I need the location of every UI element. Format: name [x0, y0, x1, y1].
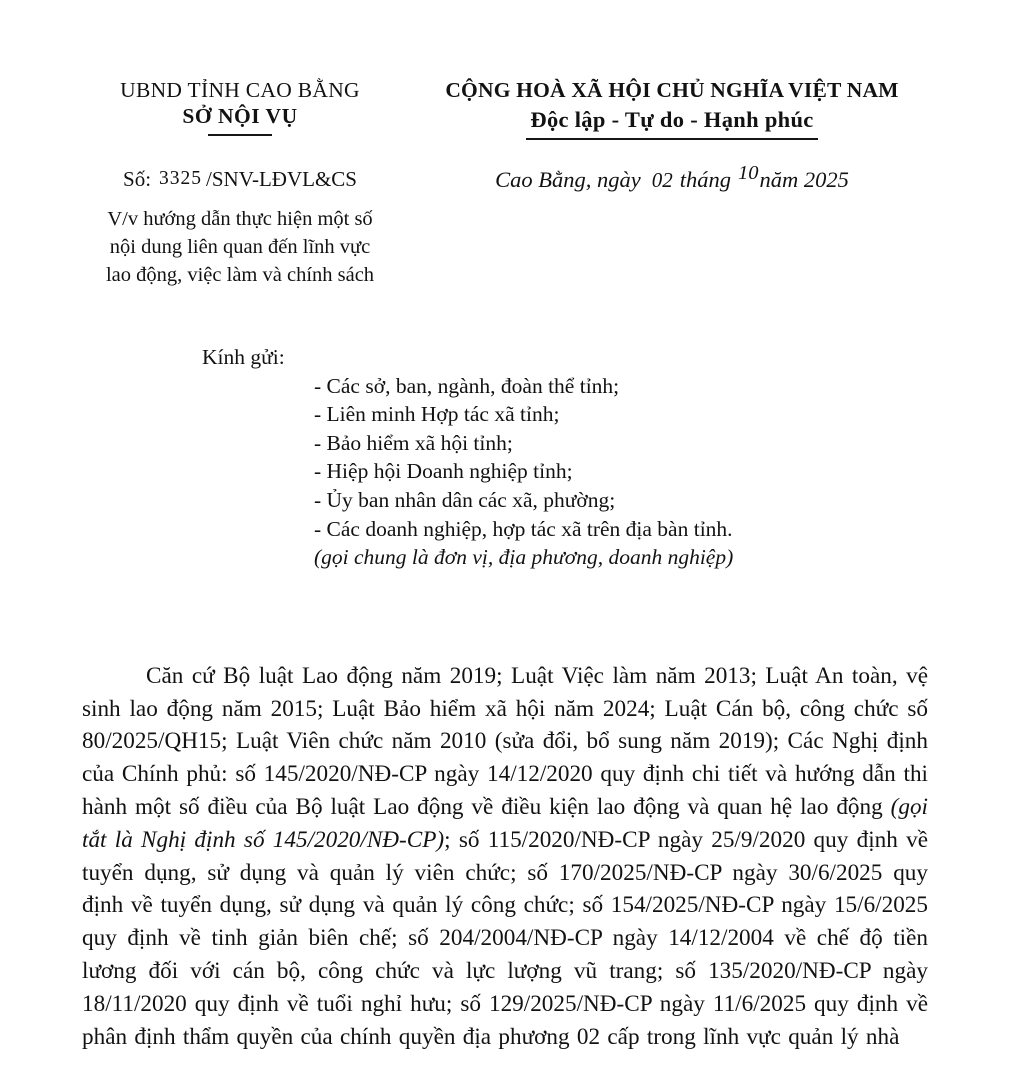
recipients-collective-note: (gọi chung là đơn vị, địa phương, doanh nghiệp) [314, 545, 734, 570]
issuing-department: SỞ NỘI VỤ [182, 104, 298, 128]
issuing-authority-parent: UBND TỈNH CAO BẰNG [120, 78, 360, 102]
recipient-item: - Liên minh Hợp tác xã tỉnh; [314, 402, 560, 427]
date-month-value: 10 [738, 162, 759, 184]
issuer-column [66, 78, 414, 289]
recipient-list [202, 372, 1010, 544]
date-year-suffix: năm 2025 [759, 167, 849, 192]
subject-line: lao động, việc làm và chính sách [105, 264, 375, 286]
subject-line: V/v hướng dẫn thực hiện một số [107, 208, 373, 230]
document-body [0, 660, 1010, 1054]
recipient-item: - Các doanh nghiệp, hợp tác xã trên địa bàn tỉnh. [314, 516, 733, 541]
national-motto: Độc lập - Tự do - Hạnh phúc [530, 107, 814, 132]
legal-basis-paragraph [82, 660, 928, 1054]
body-text-segment: Căn cứ Bộ luật Lao động năm 2019; Luật Việc làm năm 2013; Luật An toàn, vệ sinh lao động năm 2015; Luật Bảo hiểm xã hội năm 2024; Luật Cán bộ, công chức số 80/2025/QH15; Luật Viên chức năm 2010 (sửa đổi, bổ sung năm 2019); Các Nghị định của Chính phủ: số 145/2020/NĐ-CP ngày 14/12/2020 quy định chi tiết và hướng dẫn thi hành một số điều của Bộ luật Lao động về điều kiện lao động và quan hệ lao động [82, 662, 928, 820]
recipients-block [0, 343, 1010, 572]
body-text-segment: (gọi tắt là Nghị định số 145/2020/NĐ-CP) [82, 793, 928, 853]
doc-number-value: 3325 [159, 168, 203, 189]
date-day-value: 02 [651, 168, 673, 192]
document-subject [66, 205, 414, 289]
recipient-item: - Ủy ban nhân dân các xã, phường; [314, 487, 616, 512]
subject-line: nội dung liên quan đến lĩnh vực [109, 236, 371, 258]
document-number-line [66, 166, 414, 194]
recipient-item: - Các sở, ban, ngành, đoàn thể tỉnh; [314, 373, 620, 398]
date-thang-word: tháng [679, 167, 731, 192]
place-date-prefix: Cao Bằng, ngày [495, 167, 641, 192]
motto-underline [526, 138, 818, 140]
department-underline [208, 134, 272, 136]
recipient-item: - Bảo hiểm xã hội tỉnh; [314, 430, 513, 455]
doc-number-suffix: /SNV-LĐVL&CS [206, 167, 357, 191]
body-text-segment: ; số 115/2020/NĐ-CP ngày 25/9/2020 quy định về tuyển dụng, sử dụng và quản lý viên chức; số 170/2025/NĐ-CP ngày 30/6/2025 quy định về tuyển dụng, sử dụng và quản lý công chức; số 154/2025/NĐ-CP ngày 15/6/2025 quy định về tinh giản biên chế; số 204/2004/NĐ-CP ngày 14/12/2004 về chế độ tiền lương đối với cán bộ, công chức và lực lượng vũ trang; số 135/2020/NĐ-CP ngày 18/11/2020 quy định về tuổi nghỉ hưu; số 129/2025/NĐ-CP ngày 11/6/2025 quy định về phân định thẩm quyền của chính quyền địa phương 02 cấp trong lĩnh vực quản lý nhà [82, 826, 928, 1050]
document-header [0, 78, 1010, 289]
place-date-line [414, 162, 930, 195]
recipient-item: - Hiệp hội Doanh nghiệp tỉnh; [314, 459, 573, 484]
salutation: Kính gửi: [202, 345, 285, 369]
doc-number-label: Số: [123, 167, 152, 191]
national-name: CỘNG HOÀ XÃ HỘI CHỦ NGHĨA VIỆT NAM [445, 78, 899, 102]
national-column [414, 78, 930, 289]
